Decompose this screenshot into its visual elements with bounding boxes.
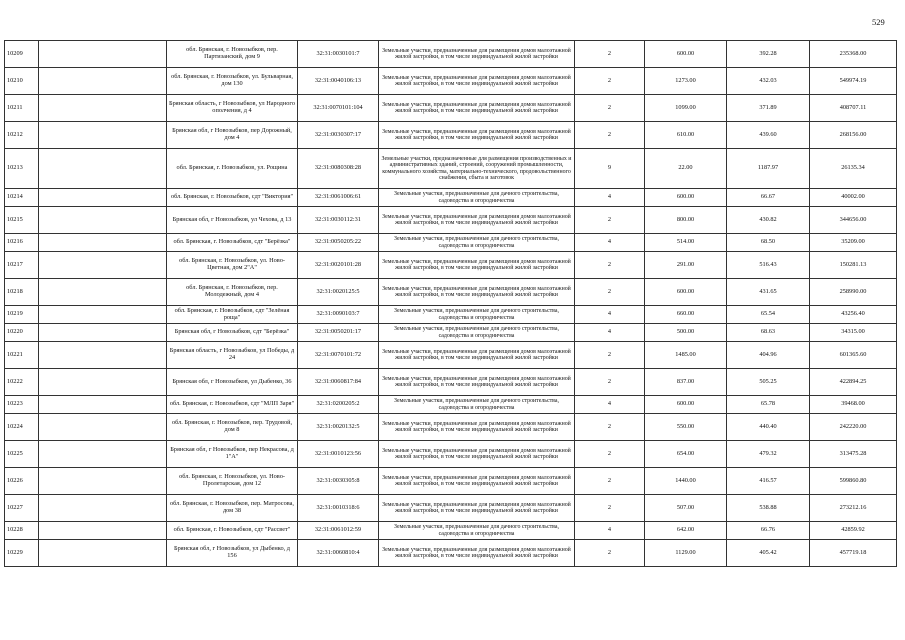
land-use-cell: Земельные участки, предназначенные для размещения домов малоэтажной жилой застройки, в том числе индивидуальной жилой застройки	[379, 207, 575, 234]
use-category-cell: 2	[575, 468, 645, 495]
use-category-cell: 4	[575, 324, 645, 342]
unit-value-cell: 479.32	[727, 441, 810, 468]
table-row	[5, 189, 897, 207]
row-number: 10222	[5, 369, 39, 396]
empty-cell	[39, 189, 167, 207]
cadastral-value-cell: 242220.00	[810, 414, 897, 441]
table-row	[5, 522, 897, 540]
table-row	[5, 95, 897, 122]
land-use-cell: Земельные участки, предназначенные для размещения производственных и административных зданий, строений, сооружений промышленности, коммунального хозяйства, материально-технического, продовольственного снабжения, сбыта и заготовок	[379, 149, 575, 189]
empty-cell	[39, 252, 167, 279]
table-row	[5, 540, 897, 567]
table-row	[5, 468, 897, 495]
area-cell: 1485.00	[645, 342, 727, 369]
land-use-cell: Земельные участки, предназначенные для дачного строительства, садоводства и огородничества	[379, 324, 575, 342]
table-row	[5, 41, 897, 68]
table-row	[5, 306, 897, 324]
cadastral-number-cell: 32:31:0061006:61	[298, 189, 379, 207]
row-number: 10216	[5, 234, 39, 252]
unit-value-cell: 392.28	[727, 41, 810, 68]
unit-value-cell: 416.57	[727, 468, 810, 495]
area-cell: 22.00	[645, 149, 727, 189]
row-number: 10214	[5, 189, 39, 207]
cadastral-value-cell: 344656.00	[810, 207, 897, 234]
unit-value-cell: 1187.97	[727, 149, 810, 189]
cadastral-value-cell: 42859.92	[810, 522, 897, 540]
land-use-cell: Земельные участки, предназначенные для дачного строительства, садоводства и огородничества	[379, 234, 575, 252]
address-cell: Брянская обл, г Новозыбков, сдт "Берёзка"	[167, 324, 298, 342]
land-use-cell: Земельные участки, предназначенные для размещения домов малоэтажной жилой застройки, в том числе индивидуальной жилой застройки	[379, 122, 575, 149]
unit-value-cell: 404.96	[727, 342, 810, 369]
unit-value-cell: 68.50	[727, 234, 810, 252]
area-cell: 600.00	[645, 41, 727, 68]
area-cell: 654.00	[645, 441, 727, 468]
unit-value-cell: 66.67	[727, 189, 810, 207]
row-number: 10212	[5, 122, 39, 149]
cadastral-number-cell: 32:31:0030307:17	[298, 122, 379, 149]
cadastral-value-cell: 549974.19	[810, 68, 897, 95]
address-cell: обл. Брянская, г. Новозыбков, пер. Молодежный, дом 4	[167, 279, 298, 306]
empty-cell	[39, 495, 167, 522]
land-use-cell: Земельные участки, предназначенные для размещения домов малоэтажной жилой застройки, в том числе индивидуальной жилой застройки	[379, 495, 575, 522]
address-cell: обл. Брянская, г. Новозыбков, ул. Бульварная, дом 130	[167, 68, 298, 95]
use-category-cell: 4	[575, 522, 645, 540]
row-number: 10211	[5, 95, 39, 122]
row-number: 10219	[5, 306, 39, 324]
cadastral-number-cell: 32:31:0020132:5	[298, 414, 379, 441]
use-category-cell: 4	[575, 396, 645, 414]
land-use-cell: Земельные участки, предназначенные для размещения домов малоэтажной жилой застройки, в том числе индивидуальной жилой застройки	[379, 468, 575, 495]
table-row	[5, 207, 897, 234]
cadastral-number-cell: 32:31:0200205:2	[298, 396, 379, 414]
land-use-cell: Земельные участки, предназначенные для размещения домов малоэтажной жилой застройки, в том числе индивидуальной жилой застройки	[379, 279, 575, 306]
area-cell: 1440.00	[645, 468, 727, 495]
cadastral-number-cell: 32:31:0090103:7	[298, 306, 379, 324]
empty-cell	[39, 396, 167, 414]
cadastral-number-cell: 32:31:0030112:31	[298, 207, 379, 234]
cadastral-value-cell: 40002.00	[810, 189, 897, 207]
land-use-cell: Земельные участки, предназначенные для размещения домов малоэтажной жилой застройки, в том числе индивидуальной жилой застройки	[379, 41, 575, 68]
area-cell: 800.00	[645, 207, 727, 234]
empty-cell	[39, 324, 167, 342]
row-number: 10226	[5, 468, 39, 495]
land-use-cell: Земельные участки, предназначенные для размещения домов малоэтажной жилой застройки, в том числе индивидуальной жилой застройки	[379, 68, 575, 95]
unit-value-cell: 65.78	[727, 396, 810, 414]
land-use-cell: Земельные участки, предназначенные для дачного строительства, садоводства и огородничества	[379, 396, 575, 414]
address-cell: обл. Брянская, г. Новозыбков, сдт "Рассвет"	[167, 522, 298, 540]
empty-cell	[39, 234, 167, 252]
address-cell: Брянская область, г Новозыбков, ул Народного ополчения, д 4	[167, 95, 298, 122]
address-cell: Брянская обл, г Новозыбков, ул Дыбенко, 36	[167, 369, 298, 396]
row-number: 10228	[5, 522, 39, 540]
cadastral-number-cell: 32:31:0061012:59	[298, 522, 379, 540]
address-cell: обл. Брянская, г. Новозыбков, ул. Рощина	[167, 149, 298, 189]
cadastral-value-cell: 599860.80	[810, 468, 897, 495]
page-number: 529	[872, 17, 885, 27]
empty-cell	[39, 122, 167, 149]
cadastral-value-cell: 457719.18	[810, 540, 897, 567]
empty-cell	[39, 540, 167, 567]
empty-cell	[39, 441, 167, 468]
unit-value-cell: 431.65	[727, 279, 810, 306]
empty-cell	[39, 342, 167, 369]
address-cell: Брянская обл, г Новозыбков, пер Некрасова, д 1"А"	[167, 441, 298, 468]
table-row	[5, 149, 897, 189]
cadastral-number-cell: 32:31:0060810:4	[298, 540, 379, 567]
cadastral-value-cell: 35209.00	[810, 234, 897, 252]
use-category-cell: 4	[575, 234, 645, 252]
row-number: 10215	[5, 207, 39, 234]
land-use-cell: Земельные участки, предназначенные для размещения домов малоэтажной жилой застройки, в том числе индивидуальной жилой застройки	[379, 252, 575, 279]
area-cell: 507.00	[645, 495, 727, 522]
table-row	[5, 279, 897, 306]
cadastral-number-cell: 32:31:0070101:104	[298, 95, 379, 122]
cadastral-value-cell: 601365.60	[810, 342, 897, 369]
cadastral-value-cell: 150281.13	[810, 252, 897, 279]
row-number: 10209	[5, 41, 39, 68]
cadastral-number-cell: 32:31:0030101:7	[298, 41, 379, 68]
row-number: 10227	[5, 495, 39, 522]
use-category-cell: 2	[575, 95, 645, 122]
cadastral-number-cell: 32:31:0070101:72	[298, 342, 379, 369]
cadastral-number-cell: 32:31:0060817:84	[298, 369, 379, 396]
use-category-cell: 2	[575, 414, 645, 441]
address-cell: Брянская обл, г Новозыбков, ул Чехова, д 13	[167, 207, 298, 234]
table-row	[5, 342, 897, 369]
address-cell: обл. Брянская, г. Новозыбков, пер. Трудовой, дом 8	[167, 414, 298, 441]
cadastral-number-cell: 32:31:0050201:17	[298, 324, 379, 342]
cadastral-value-cell: 26135.34	[810, 149, 897, 189]
unit-value-cell: 505.25	[727, 369, 810, 396]
use-category-cell: 2	[575, 207, 645, 234]
address-cell: Брянская обл, г Новозыбков, ул Дыбенко, д 156	[167, 540, 298, 567]
cadastral-value-cell: 39468.00	[810, 396, 897, 414]
use-category-cell: 2	[575, 342, 645, 369]
area-cell: 837.00	[645, 369, 727, 396]
empty-cell	[39, 522, 167, 540]
unit-value-cell: 68.63	[727, 324, 810, 342]
use-category-cell: 2	[575, 41, 645, 68]
area-cell: 550.00	[645, 414, 727, 441]
empty-cell	[39, 468, 167, 495]
empty-cell	[39, 414, 167, 441]
row-number: 10229	[5, 540, 39, 567]
cadastral-value-cell: 43256.40	[810, 306, 897, 324]
land-use-cell: Земельные участки, предназначенные для размещения домов малоэтажной жилой застройки, в том числе индивидуальной жилой застройки	[379, 95, 575, 122]
area-cell: 291.00	[645, 252, 727, 279]
use-category-cell: 2	[575, 68, 645, 95]
table-row	[5, 324, 897, 342]
table-row	[5, 234, 897, 252]
area-cell: 1273.00	[645, 68, 727, 95]
address-cell: обл. Брянская, г. Новозыбков, сдт "МЛП Заря"	[167, 396, 298, 414]
cadastral-value-cell: 235368.00	[810, 41, 897, 68]
row-number: 10210	[5, 68, 39, 95]
unit-value-cell: 439.60	[727, 122, 810, 149]
table-row	[5, 122, 897, 149]
table-row	[5, 414, 897, 441]
unit-value-cell: 432.03	[727, 68, 810, 95]
row-number: 10217	[5, 252, 39, 279]
use-category-cell: 2	[575, 441, 645, 468]
land-use-cell: Земельные участки, предназначенные для дачного строительства, садоводства и огородничества	[379, 306, 575, 324]
table-row	[5, 396, 897, 414]
unit-value-cell: 371.89	[727, 95, 810, 122]
cadastral-value-cell: 34315.00	[810, 324, 897, 342]
table-row	[5, 441, 897, 468]
land-use-cell: Земельные участки, предназначенные для размещения домов малоэтажной жилой застройки, в том числе индивидуальной жилой застройки	[379, 342, 575, 369]
use-category-cell: 2	[575, 540, 645, 567]
table-row	[5, 252, 897, 279]
cadastral-number-cell: 32:31:0040106:13	[298, 68, 379, 95]
empty-cell	[39, 68, 167, 95]
row-number: 10224	[5, 414, 39, 441]
land-use-cell: Земельные участки, предназначенные для размещения домов малоэтажной жилой застройки, в том числе индивидуальной жилой застройки	[379, 441, 575, 468]
cadastral-number-cell: 32:31:0020125:5	[298, 279, 379, 306]
empty-cell	[39, 95, 167, 122]
land-plots-table	[4, 40, 897, 567]
cadastral-value-cell: 258990.00	[810, 279, 897, 306]
table-row	[5, 369, 897, 396]
use-category-cell: 2	[575, 369, 645, 396]
address-cell: обл. Брянская, г. Новозыбков, пер. Партизанский, дом 9	[167, 41, 298, 68]
address-cell: обл. Брянская, г. Новозыбков, сдт "Виктория"	[167, 189, 298, 207]
address-cell: Брянская обл, г Новозыбков, пер Дорожный, дом 4	[167, 122, 298, 149]
row-number: 10223	[5, 396, 39, 414]
cadastral-number-cell: 32:31:0030305:8	[298, 468, 379, 495]
empty-cell	[39, 369, 167, 396]
empty-cell	[39, 306, 167, 324]
land-use-cell: Земельные участки, предназначенные для размещения домов малоэтажной жилой застройки, в том числе индивидуальной жилой застройки	[379, 414, 575, 441]
area-cell: 610.00	[645, 122, 727, 149]
table-row	[5, 68, 897, 95]
land-use-cell: Земельные участки, предназначенные для размещения домов малоэтажной жилой застройки, в том числе индивидуальной жилой застройки	[379, 540, 575, 567]
cadastral-number-cell: 32:31:0080308:28	[298, 149, 379, 189]
cadastral-number-cell: 32:31:0020101:28	[298, 252, 379, 279]
area-cell: 1099.00	[645, 95, 727, 122]
use-category-cell: 2	[575, 252, 645, 279]
empty-cell	[39, 41, 167, 68]
area-cell: 1129.00	[645, 540, 727, 567]
unit-value-cell: 405.42	[727, 540, 810, 567]
cadastral-value-cell: 313475.28	[810, 441, 897, 468]
cadastral-value-cell: 268156.00	[810, 122, 897, 149]
area-cell: 500.00	[645, 324, 727, 342]
area-cell: 600.00	[645, 189, 727, 207]
area-cell: 514.00	[645, 234, 727, 252]
address-cell: Брянская область, г Новозыбков, ул Победы, д 24	[167, 342, 298, 369]
empty-cell	[39, 279, 167, 306]
address-cell: обл. Брянская, г. Новозыбков, ул. Ново-Пролетарская, дом 12	[167, 468, 298, 495]
use-category-cell: 2	[575, 495, 645, 522]
area-cell: 642.00	[645, 522, 727, 540]
row-number: 10218	[5, 279, 39, 306]
area-cell: 600.00	[645, 396, 727, 414]
land-use-cell: Земельные участки, предназначенные для дачного строительства, садоводства и огородничества	[379, 189, 575, 207]
cadastral-value-cell: 408707.11	[810, 95, 897, 122]
use-category-cell: 2	[575, 279, 645, 306]
unit-value-cell: 65.54	[727, 306, 810, 324]
use-category-cell: 4	[575, 189, 645, 207]
table-row	[5, 495, 897, 522]
row-number: 10225	[5, 441, 39, 468]
address-cell: обл. Брянская, г. Новозыбков, сдт "Берёзка"	[167, 234, 298, 252]
cadastral-number-cell: 32:31:0010318:6	[298, 495, 379, 522]
row-number: 10213	[5, 149, 39, 189]
unit-value-cell: 430.82	[727, 207, 810, 234]
area-cell: 600.00	[645, 279, 727, 306]
cadastral-number-cell: 32:31:0050205:22	[298, 234, 379, 252]
address-cell: обл. Брянская, г. Новозыбков, пер. Матросова, дом 38	[167, 495, 298, 522]
cadastral-value-cell: 422894.25	[810, 369, 897, 396]
unit-value-cell: 516.43	[727, 252, 810, 279]
unit-value-cell: 66.76	[727, 522, 810, 540]
area-cell: 660.00	[645, 306, 727, 324]
row-number: 10220	[5, 324, 39, 342]
cadastral-value-cell: 273212.16	[810, 495, 897, 522]
cadastral-number-cell: 32:31:0010123:56	[298, 441, 379, 468]
empty-cell	[39, 149, 167, 189]
unit-value-cell: 440.40	[727, 414, 810, 441]
empty-cell	[39, 207, 167, 234]
use-category-cell: 2	[575, 122, 645, 149]
land-use-cell: Земельные участки, предназначенные для дачного строительства, садоводства и огородничества	[379, 522, 575, 540]
unit-value-cell: 538.88	[727, 495, 810, 522]
use-category-cell: 4	[575, 306, 645, 324]
row-number: 10221	[5, 342, 39, 369]
use-category-cell: 9	[575, 149, 645, 189]
address-cell: обл. Брянская, г. Новозыбков, сдт "Зелёная роща"	[167, 306, 298, 324]
address-cell: обл. Брянская, г. Новозыбков, ул. Ново-Цветная, дом 2"А"	[167, 252, 298, 279]
land-use-cell: Земельные участки, предназначенные для размещения домов малоэтажной жилой застройки, в том числе индивидуальной жилой застройки	[379, 369, 575, 396]
